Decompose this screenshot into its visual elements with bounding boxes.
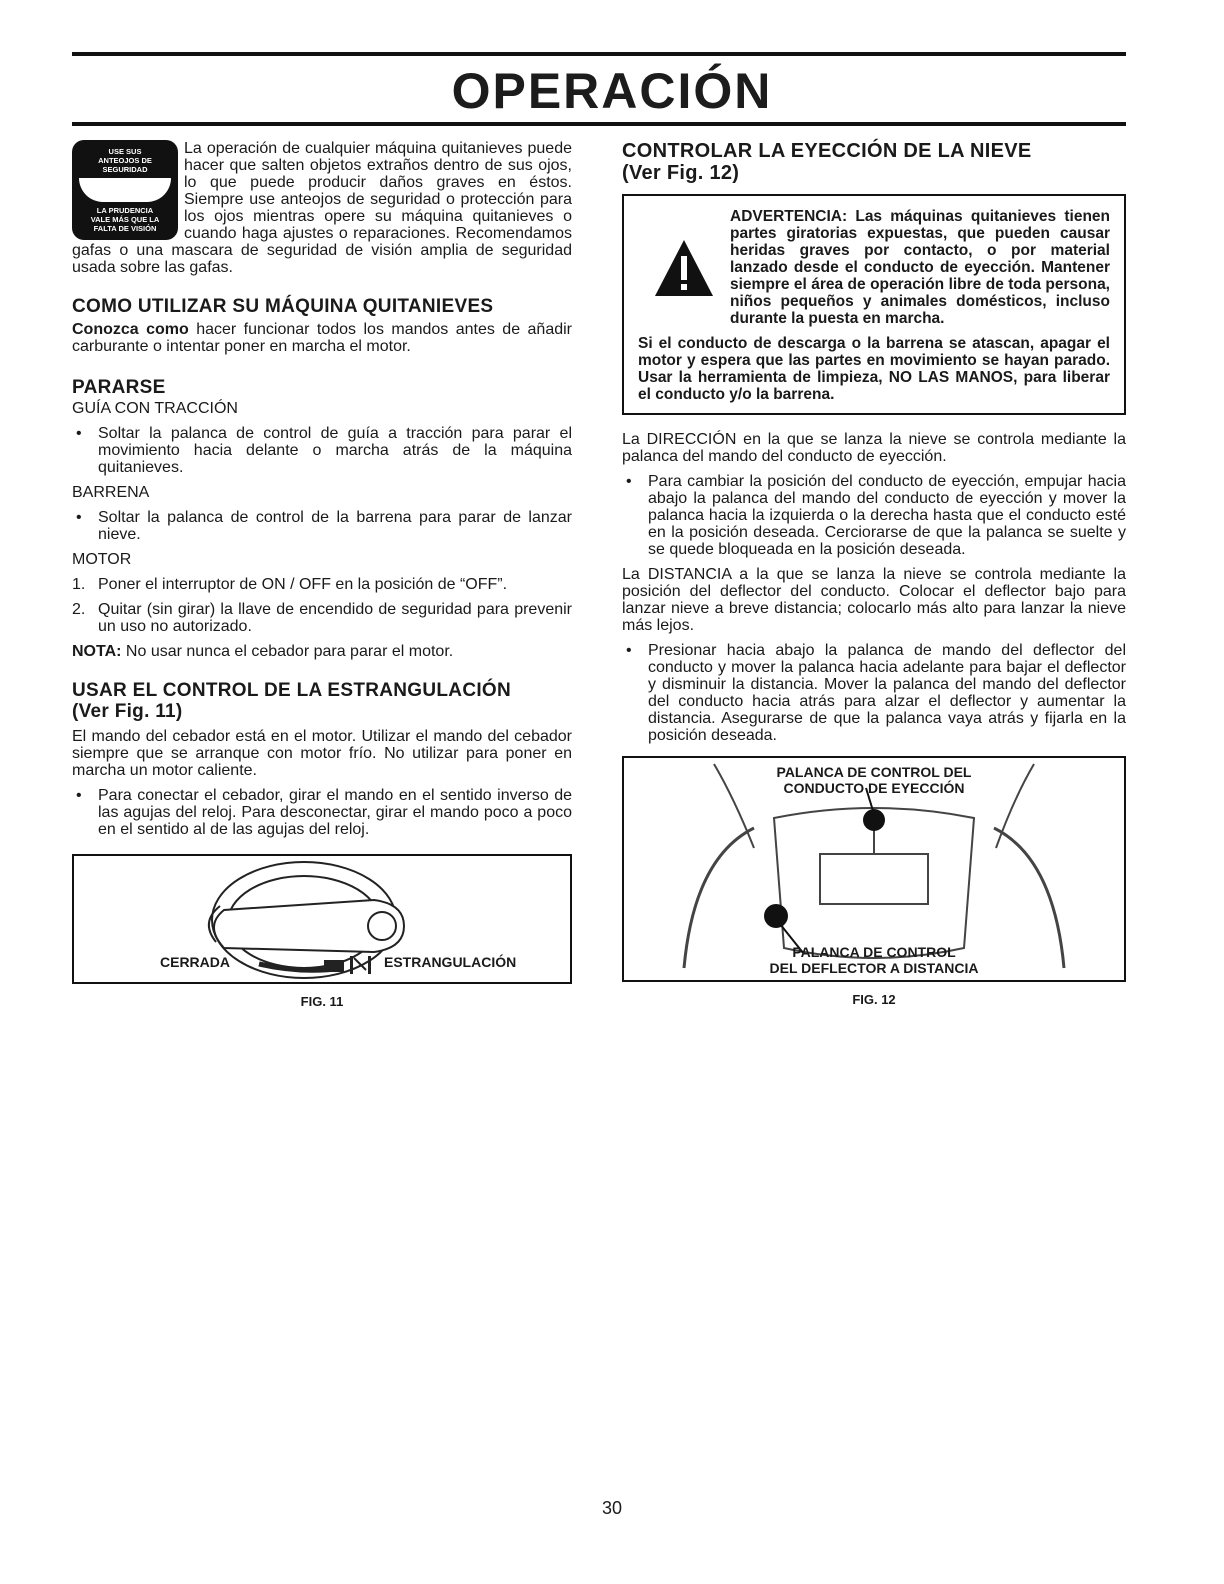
note-text: No usar nunca el cebador para parar el motor. xyxy=(121,643,454,660)
warning-triangle-icon xyxy=(638,208,730,327)
figure-11 xyxy=(72,854,572,984)
label-deflector-control xyxy=(724,944,1024,976)
page-number: 30 xyxy=(601,1498,623,1518)
use-text: hacer funcionar todos los mandos antes de añadir carburante o intentar poner en marcha el motor. xyxy=(72,321,572,355)
auger-bullet: • Soltar la palanca de control de la barrena para parar de lanzar nieve. xyxy=(76,509,572,543)
motor-item-2 xyxy=(72,601,572,635)
direction-text: La DIRECCIÓN en la que se lanza la nieve se controla mediante la palanca del mando del conducto de eyección. xyxy=(622,431,1126,465)
safety-intro-text: La operación de cualquier máquina quitanieves puede hacer que salten objetos extraños dentro de sus ojos, lo que puede producir daños graves en éstos. Siempre use anteojos de seguridad o protección para los ojos mientras opere su máquina quitanieves o cuando haga ajustes o reparaciones. Recomendamos gafas o una mascara de seguridad de visión amplia de seguridad usada sobre las gafas. xyxy=(72,140,572,276)
motor-label: MOTOR xyxy=(72,551,132,568)
motor-item-1-num: 1. xyxy=(72,576,86,593)
warning-body: Las máquinas quitanieves tienen partes giratorias expuestas, que pueden causar heridas graves por contacto, o por material lanzado desde el conducto de eyección. Mantener siempre el área de operación libre de toda persona, niños pequeños y animales domésticos, incluso durante la puesta en marcha. xyxy=(730,208,1110,327)
top-rule xyxy=(72,52,1126,56)
distance-bullet-text: Presionar hacia abajo la palanca de mando del deflector del conducto y mover la palanca hacia adelante para bajar el deflector y disminuir la distancia. Mover la palanca del mando del deflector del conducto hacia atrás para alzar el deflector y aumentar la distancia. Asegurarse de que la palanca vaya atrás y fijarla en la posición deseada. xyxy=(648,642,1126,744)
icon-line-4: LA PRUDENCIA xyxy=(96,206,154,215)
motor-item-2-text: Quitar (sin girar) la llave de encendido de seguridad para prevenir un uso no autorizado. xyxy=(98,601,572,635)
direction-bullet: • Para cambiar la posición del conducto de eyección, empujar hacia abajo la palanca del mando del conducto de eyección y mover la palanca hacia la izquierda o la derecha hasta que el conducto esté en la posición deseada. Cerciorarse de que la palanca se suelte y se quede bloqueada en la posición deseada. xyxy=(626,473,1126,558)
fig-11-caption: FIG. 11 xyxy=(300,994,344,1009)
use-paragraph xyxy=(72,321,572,355)
label-chute-control xyxy=(744,764,1004,796)
choke-bullet: • Para conectar el cebador, girar el mando en el sentido inverso de las agujas del reloj. Para desconectar, girar el mando poco a poco en el sentido al de las agujas del reloj. xyxy=(76,787,572,838)
choke-subheading: (Ver Fig. 11) xyxy=(72,701,183,722)
warning-text xyxy=(730,208,1110,327)
warning-text-2: Si el conducto de descarga o la barrena se atascan, apagar el motor y espera que las partes en movimiento se hayan parado. Usar la herramienta de limpieza, NO LAS MANOS, para liberar el conducto y/o la barrena. xyxy=(638,335,1110,403)
auger-bullet-text: Soltar la palanca de control de la barrena para parar de lanzar nieve. xyxy=(98,509,572,543)
icon-line-5: VALE MÁS QUE LA xyxy=(90,215,160,224)
warning-header xyxy=(638,208,1110,327)
icon-line-6: FALTA DE VISIÓN xyxy=(93,224,157,233)
motor-item-1-text: Poner el interruptor de ON / OFF en la posición de “OFF”. xyxy=(98,576,508,593)
motor-item-1 xyxy=(72,576,572,593)
safety-goggles-icon xyxy=(72,140,178,240)
note-bold: NOTA: xyxy=(72,643,122,660)
goggles-shape xyxy=(79,178,171,202)
choke-text: El mando del cebador está en el motor. Utilizar el mando del cebador siempre que se arranque con motor frío. No utilizar para poner en marcha un motor caliente. xyxy=(72,728,572,779)
use-bold: Conozca como xyxy=(72,321,189,338)
label-chute-control-1: PALANCA DE CONTROL DEL xyxy=(776,764,972,780)
label-deflector-control-2: DEL DEFLECTOR A DISTANCIA xyxy=(769,960,979,976)
figure-12 xyxy=(622,756,1126,982)
label-choke: ESTRANGULACIÓN xyxy=(384,954,517,970)
right-column xyxy=(622,140,1126,1007)
label-chute-control-2: CONDUCTO DE EYECCIÓN xyxy=(783,780,965,796)
traction-bullet: • Soltar la palanca de control de guía a tracción para parar el movimiento hacia delante o marcha atrás de la máquina quitanieves. xyxy=(76,425,572,476)
warning-box xyxy=(622,194,1126,415)
traction-label: GUÍA CON TRACCIÓN xyxy=(72,400,238,417)
motor-item-2-num: 2. xyxy=(72,601,86,618)
label-closed: CERRADA xyxy=(160,954,230,970)
distance-bullet: • Presionar hacia abajo la palanca de mando del deflector del conducto y mover la palanca hacia adelante para bajar el deflector y disminuir la distancia. Mover la palanca del mando del deflector del conducto hacia atrás para alzar el deflector y aumentar la distancia. Asegurarse de que la palanca vaya atrás y fijarla en la posición deseada. xyxy=(626,642,1126,744)
eject-heading: CONTROLAR LA EYECCIÓN DE LA NIEVE xyxy=(622,140,1032,162)
choke-heading: USAR EL CONTROL DE LA ESTRANGULACIÓN xyxy=(72,680,512,701)
auger-label: BARRENA xyxy=(72,484,150,501)
traction-bullet-text: Soltar la palanca de control de guía a tracción para parar el movimiento hacia delante o marcha atrás de la máquina quitanieves. xyxy=(98,425,572,476)
fig-12-caption: FIG. 12 xyxy=(852,992,896,1007)
icon-line-3: SEGURIDAD xyxy=(102,165,148,174)
note-paragraph xyxy=(72,643,572,660)
label-deflector-control-1: PALANCA DE CONTROL xyxy=(792,944,956,960)
title-rule xyxy=(72,122,1126,126)
distance-text: La DISTANCIA a la que se lanza la nieve se controla mediante la posición del deflector del conducto. Colocar el deflector bajo para lanzar nieve a breve distancia; colocarlo más alto para lanzar la nieve más lejos. xyxy=(622,566,1126,634)
direction-bullet-text: Para cambiar la posición del conducto de eyección, empujar hacia abajo la palanca del mando del conducto de eyección y mover la palanca hacia la izquierda o la derecha hasta que el conducto esté en la posición deseada. Cerciorarse de que la palanca se suelte y se quede bloqueada en la posición deseada. xyxy=(648,473,1126,558)
warning-bold: ADVERTENCIA: xyxy=(730,208,848,225)
icon-line-2: ANTEOJOS DE xyxy=(98,156,152,165)
eject-subheading: (Ver Fig. 12) xyxy=(622,162,740,184)
left-column xyxy=(72,140,572,1009)
use-heading: COMO UTILIZAR SU MÁQUINA QUITANIEVES xyxy=(72,296,494,317)
safety-intro xyxy=(72,140,572,276)
page-title: OPERACIÓN xyxy=(451,63,773,119)
icon-line-1: USE SUS xyxy=(108,147,142,156)
choke-bullet-text: Para conectar el cebador, girar el mando en el sentido inverso de las agujas del reloj. Para desconectar, girar el mando poco a poco en el sentido al de las agujas del reloj. xyxy=(98,787,572,838)
stop-heading: PARARSE xyxy=(72,377,166,398)
